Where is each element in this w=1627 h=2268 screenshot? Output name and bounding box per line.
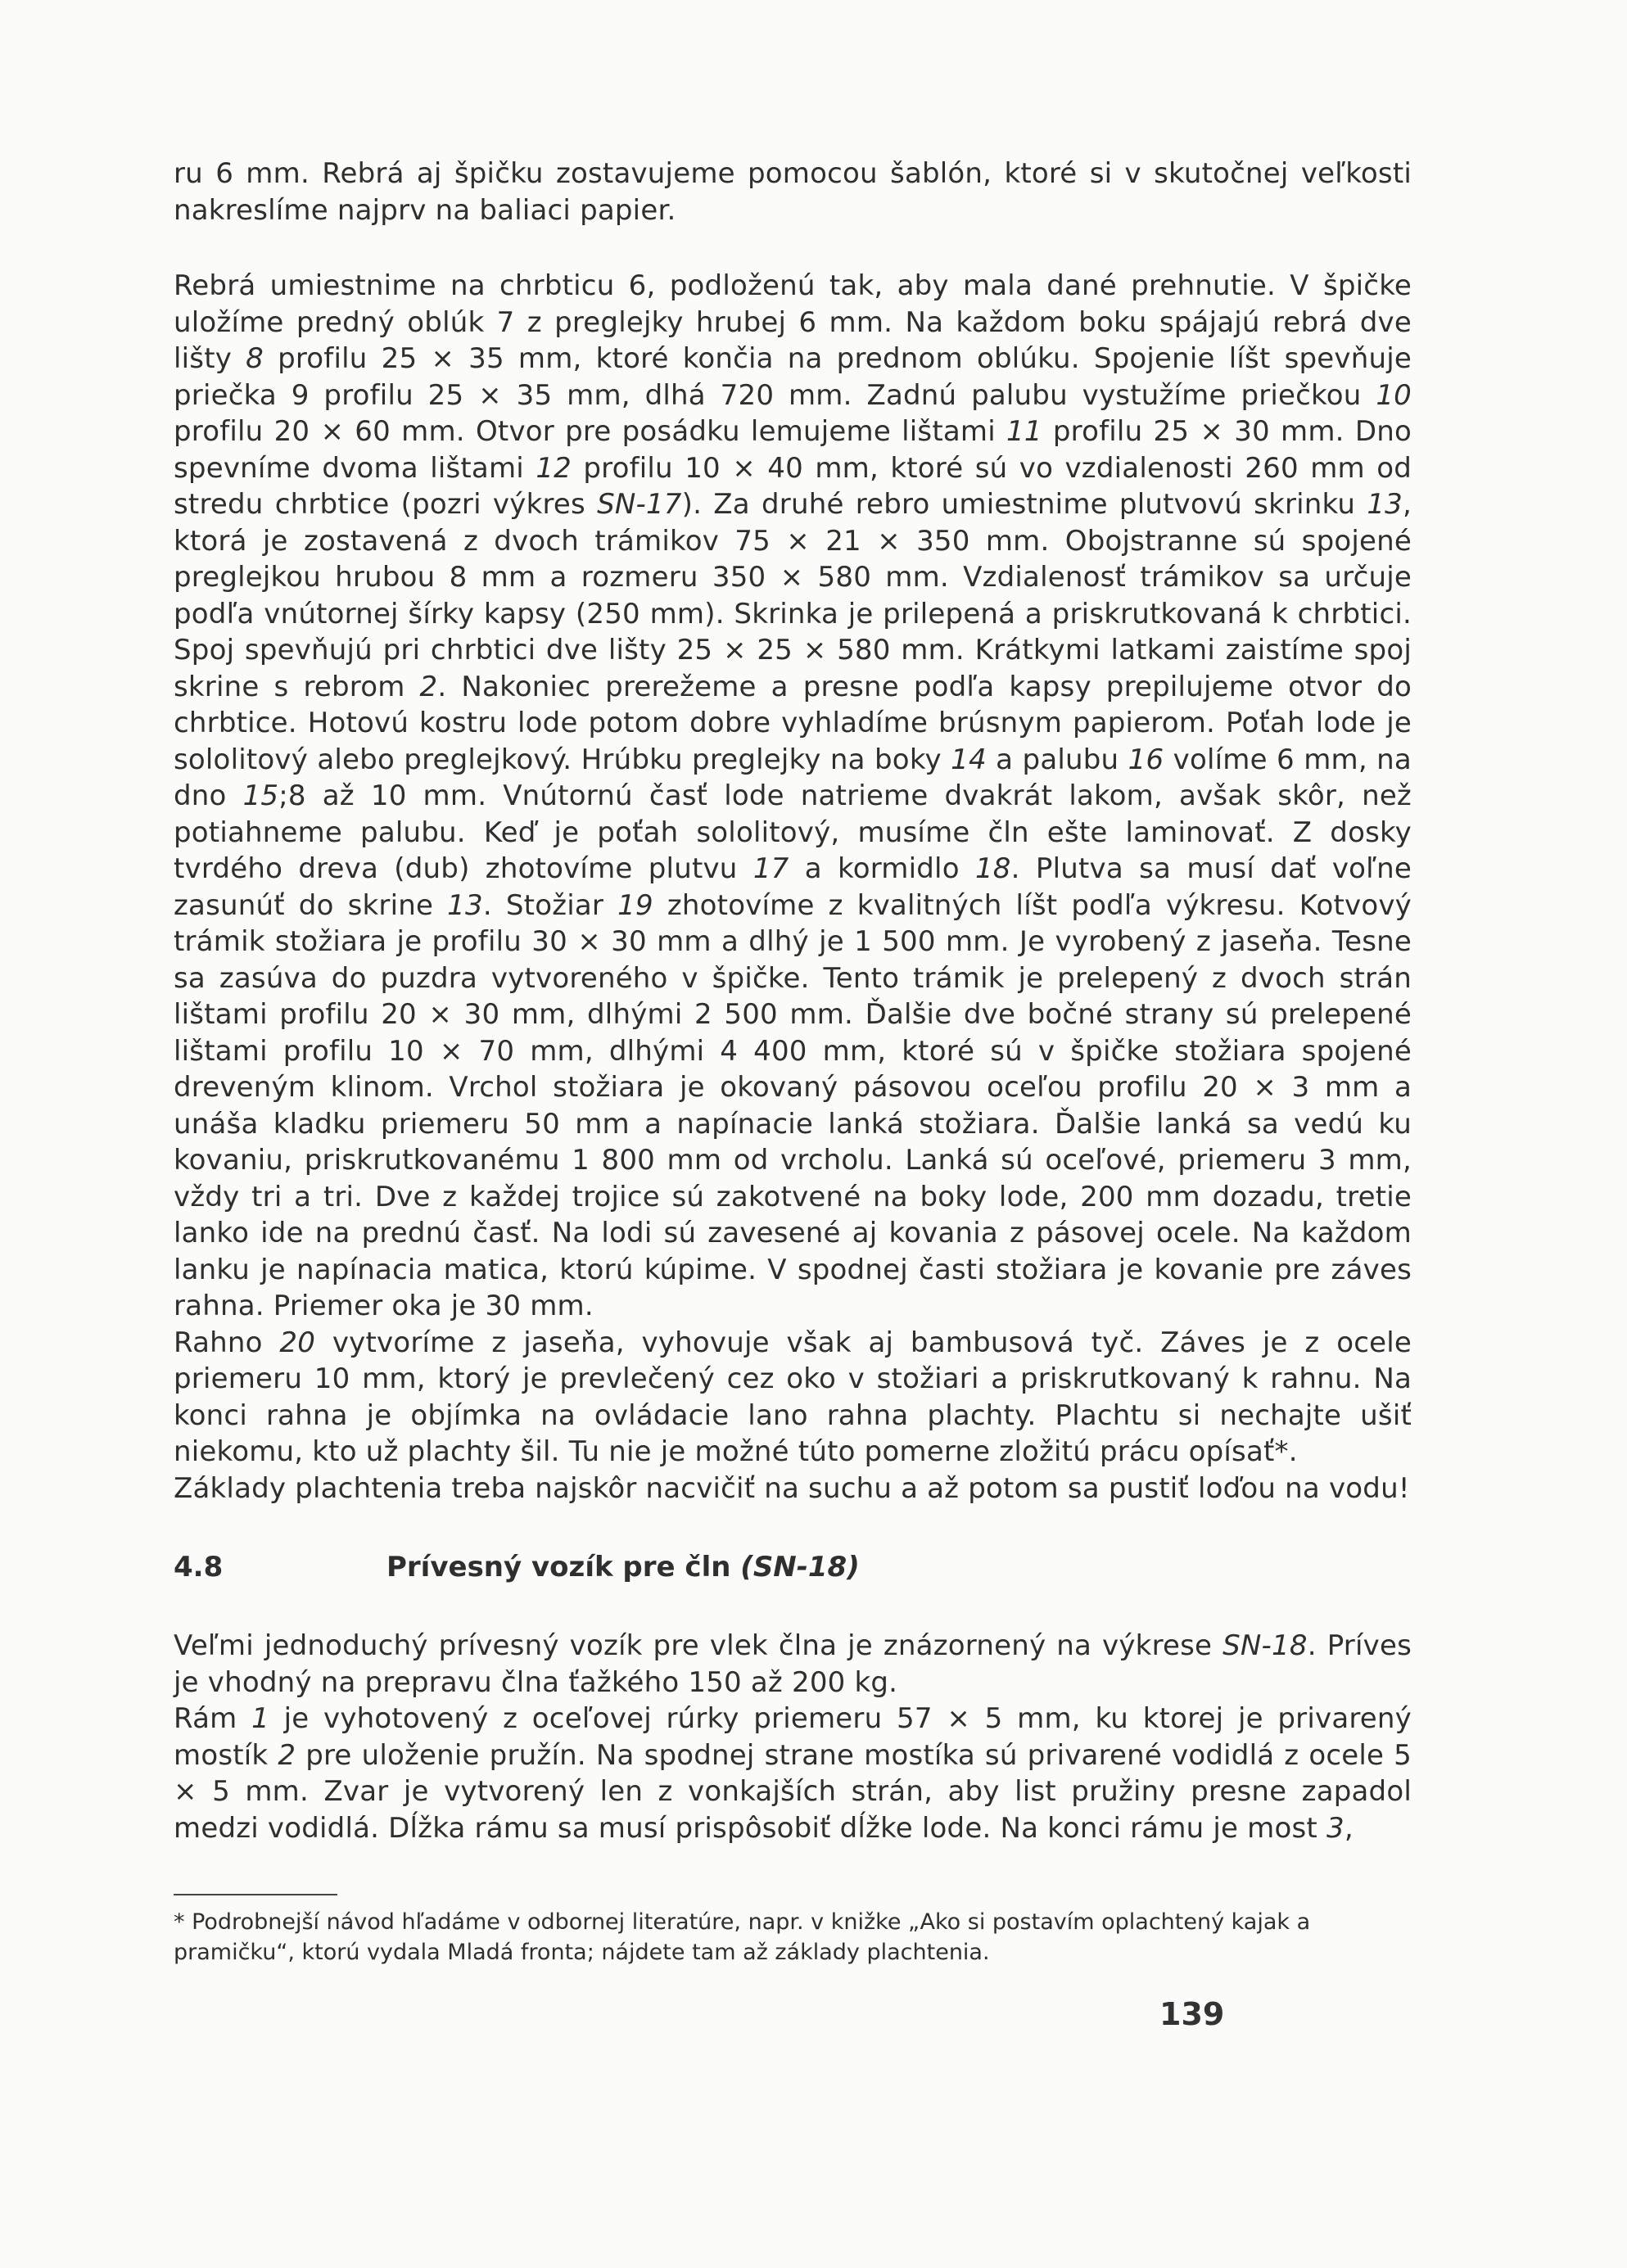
text-run: pre uloženie pružín. Na spodnej strane mostíka sú privarené vodidlá z ocele 5 × 5 mm. Zvar je vytvorený len z vonkajších strán, aby list pružiny presne zapadol medzi vodidlá. Dĺžka rámu sa musí prispôsobiť dĺžke lode. Na konci rámu je most bbox=[174, 1738, 1412, 1845]
paragraph bbox=[174, 1628, 1412, 1701]
text-run: . Nakoniec prerežeme a presne podľa kapsy prepilujeme otvor do chrbtice. Hotovú kostru lode potom dobre vyhladíme brúsnym papierom. Poťah lode je sololitový alebo preglejkový. Hrúbku preglejky na boky bbox=[174, 670, 1412, 776]
page-number: 139 bbox=[1159, 1996, 1225, 2032]
section-number: 4.8 bbox=[174, 1551, 224, 1584]
text-run: , bbox=[1344, 1811, 1354, 1845]
italic-reference: SN-18 bbox=[1223, 1629, 1308, 1662]
italic-reference: 13 bbox=[447, 888, 483, 922]
footnote: * Podrobnejší návod hľadáme v odbornej literatúre, napr. v knižke „Ako si postavím oplachtený kajak a pramičku“, ktorú vydala Mladá fronta; nájdete tam až základy plachtenia. bbox=[174, 1909, 1311, 1965]
section-heading bbox=[174, 1549, 1412, 1585]
paragraph bbox=[174, 1471, 1412, 1507]
text-run: profilu 20 × 60 mm. Otvor pre posádku lemujeme lištami bbox=[174, 415, 1007, 448]
italic-reference: 20 bbox=[279, 1326, 316, 1359]
italic-reference: 13 bbox=[1367, 488, 1403, 521]
page-body bbox=[174, 156, 1412, 1990]
text-run: Veľmi jednoduchý prívesný vozík pre vlek člna je znázornený na výkrese bbox=[174, 1629, 1223, 1662]
text-run: Základy plachtenia treba najskôr nacvičiť na suchu a až potom sa pustiť loďou na vodu! bbox=[174, 1471, 1410, 1505]
text-run: je vyhotovený z oceľovej rúrky priemeru 57 × 5 mm, ku ktorej je privarený mostík bbox=[174, 1702, 1412, 1772]
main-text bbox=[174, 156, 1412, 1507]
text-run: profilu 25 × 30 mm. Dno spevníme dvoma lištami bbox=[174, 415, 1412, 485]
italic-reference: 8 bbox=[246, 342, 264, 375]
text-run: . Stožiar bbox=[482, 888, 618, 922]
text-run: Rahno bbox=[174, 1326, 280, 1359]
paragraph bbox=[174, 268, 1412, 1325]
paragraph bbox=[174, 156, 1412, 228]
text-run: vytvoríme z jaseňa, vyhovuje však aj bambusová tyč. Záves je z ocele priemeru 10 mm, ktorý je prevlečený cez oko v stožiari a priskrutkovaný k rahnu. Na konci rahna je objímka na ovládacie lano rahna plachty. Plachtu si nechajte ušiť niekomu, kto už plachty šil. Tu nie je možné túto pomerne zložitú prácu opísať*. bbox=[174, 1326, 1412, 1468]
italic-reference: 16 bbox=[1128, 743, 1164, 776]
text-run: ). Za druhé rebro umiestnime plutvovú skrinku bbox=[681, 488, 1367, 521]
text-run: volíme 6 mm, na dno bbox=[174, 743, 1412, 812]
text-run: a palubu bbox=[986, 743, 1128, 776]
text-run: Rebrá umiestnime na chrbticu 6, podloženú tak, aby mala dané prehnutie. V špičke uložíme predný oblúk 7 z preglejky hrubej 6 mm. Na každom boku spájajú rebrá dve lišty bbox=[174, 269, 1412, 375]
italic-reference: SN-17 bbox=[597, 488, 682, 521]
paragraph bbox=[174, 1701, 1412, 1846]
italic-reference: 15 bbox=[242, 779, 279, 812]
footnote-rule bbox=[174, 1894, 337, 1895]
italic-reference: 2 bbox=[278, 1738, 296, 1772]
italic-reference: 12 bbox=[536, 451, 572, 485]
italic-reference: 14 bbox=[951, 743, 987, 776]
text-run: , ktorá je zostavená z dvoch trámikov 75 × 21 × 350 mm. Obojstranne sú spojené preglejkou hrubou 8 mm a rozmeru 350 × 580 mm. Vzdialenosť trámikov sa určuje podľa vnútornej šírky kapsy (250 mm). Skrinka je prilepená a priskrutkovaná k chrbtici. Spoj spevňujú pri chrbtici dve lišty 25 × 25 × 580 mm. Krátkymi latkami zaistíme spoj skrine s rebrom bbox=[174, 488, 1412, 703]
text-run: profilu 10 × 40 mm, ktoré sú vo vzdialenosti 260 mm od stredu chrbtice (pozri výkres bbox=[174, 451, 1412, 521]
italic-reference: 3 bbox=[1326, 1811, 1345, 1845]
section-title bbox=[386, 1549, 860, 1585]
italic-reference: 2 bbox=[419, 670, 438, 703]
text-run: zhotovíme z kvalitných líšt podľa výkresu. Kotvový trámik stožiara je profilu 30 × 30 mm a dlhý je 1 500 mm. Je vyrobený z jaseňa. Tesne sa zasúva do puzdra vytvoreného v špičke. Tento trámik je prelepený z dvoch strán lištami profilu 20 × 30 mm, dlhými 2 500 mm. Ďalšie dve bočné strany sú prelepené lištami profilu 10 × 70 mm, dlhými 4 400 mm, ktoré sú v špičke stožiara spojené dreveným klinom. Vrchol stožiara je okovaný pásovou oceľou profilu 20 × 3 mm a unáša kladku priemeru 50 mm a napínacie lanká stožiara. Ďalšie lanká sa vedú ku kovaniu, priskrutkovanému 1 800 mm od vrcholu. Lanká sú oceľové, priemeru 3 mm, vždy tri a tri. Dve z každej trojice sú zakotvené na boky lode, 200 mm dozadu, tretie lanko ide na prednú časť. Na lodi sú zavesené aj kovania z pásovej ocele. Na každom lanku je napínacia matica, ktorú kúpime. V spodnej časti stožiara je kovanie pre záves rahna. Priemer oka je 30 mm. bbox=[174, 888, 1412, 1322]
text-run: Rám bbox=[174, 1702, 252, 1735]
text-run: . Plutva sa musí dať voľne zasunúť do skrine bbox=[174, 852, 1412, 922]
text-run: profilu 25 × 35 mm, ktoré končia na prednom oblúku. Spojenie líšt spevňuje priečka 9 profilu 25 × 35 mm, dlhá 720 mm. Zadnú palubu vystužíme priečkou bbox=[174, 342, 1412, 412]
section-title-text: Prívesný vozík pre čln bbox=[386, 1551, 731, 1584]
paragraph bbox=[174, 1325, 1412, 1471]
text-run: ;8 až 10 mm. Vnútornú časť lode natrieme dvakrát lakom, avšak skôr, než potiahneme palubu. Keď je poťah sololitový, musíme čln ešte laminovať. Z dosky tvrdého dreva (dub) zhotovíme plutvu bbox=[174, 779, 1412, 885]
italic-reference: 17 bbox=[752, 852, 789, 885]
italic-reference: 11 bbox=[1006, 415, 1042, 448]
section-title-ref: (SN-18) bbox=[740, 1551, 860, 1584]
italic-reference: 10 bbox=[1376, 378, 1412, 412]
section-text bbox=[174, 1628, 1412, 1846]
text-run: . Príves je vhodný na prepravu člna ťažkého 150 až 200 kg. bbox=[174, 1629, 1412, 1699]
italic-reference: 19 bbox=[617, 888, 653, 922]
italic-reference: 18 bbox=[974, 852, 1011, 885]
italic-reference: 1 bbox=[251, 1702, 269, 1735]
text-run: ru 6 mm. Rebrá aj špičku zostavujeme pomocou šablón, ktoré si v skutočnej veľkosti nakreslíme najprv na baliaci papier. bbox=[174, 157, 1412, 227]
text-run: a kormidlo bbox=[789, 852, 975, 885]
